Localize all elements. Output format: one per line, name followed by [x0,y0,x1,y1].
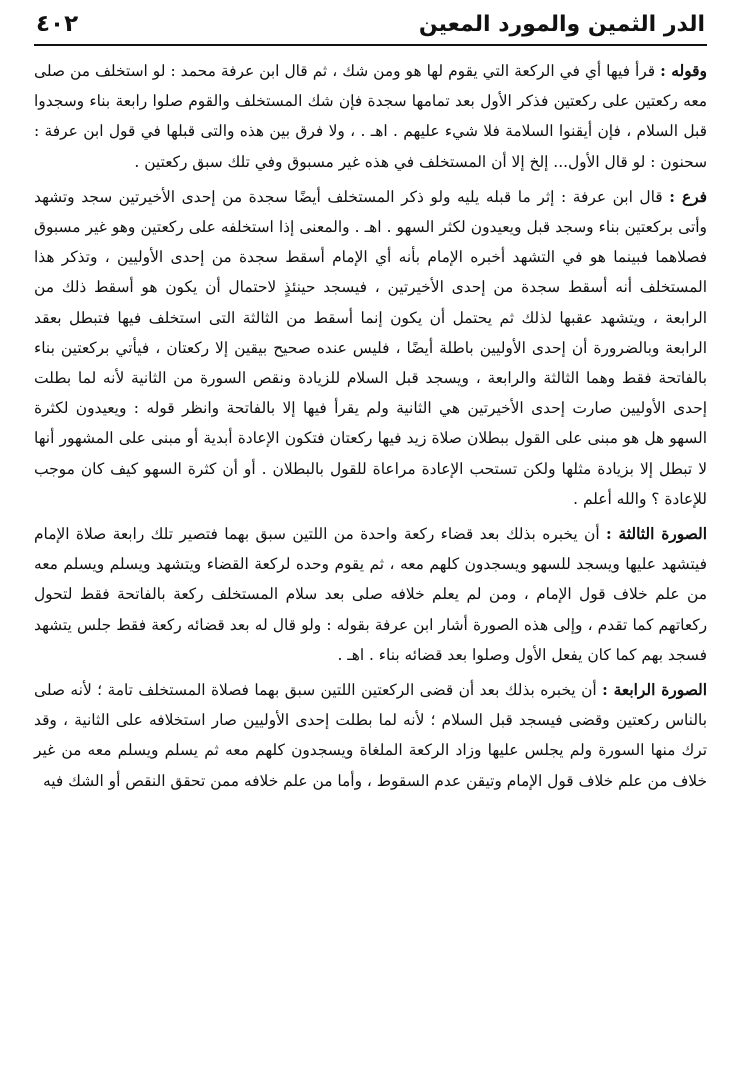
page-body [34,56,707,796]
page-header [36,4,705,44]
paragraph-qawluhu [34,56,707,177]
paragraph-label: الصورة الرابعة : [602,681,708,700]
paragraph-label: وقوله : [660,62,707,80]
paragraph-text: قال ابن عرفة : إثر ما قبله يليه ولو ذكر المستخلف أيضًا سجدة من إحدى الأخيرتين سجد وتشهد وأتى بركعتين بناء وسجد قبل ويعيدون لكثر السهو . اهـ . والمعنى إذا استخلفه على ركعتين وهو غير مسبوق فصلاهما فبينما هو في التشهد أخبره الإمام بأنه أي الإمام أسقط سجدة من إحدى الأوليين ، وتذكر هذا المستخلف أنه أسقط سجدة من إحدى الأخيرتين ، فيسجد حينئذٍ لاحتمال أن يكون هو أسقط ذلك من الرابعة ، ويتشهد عقبها لذلك ثم يحتمل أن يكون إنما أسقط من الثالثة التى استخلف فيها فتبطل بعقد الرابعة وبالضرورة أن إحدى الأوليين باطلة أيضًا ، فليس عنده صحيح بيقين إلا ركعتان ، فيأتي بركعتين بناء بالفاتحة فقط وهما الثالثة والرابعة ، ويسجد قبل السلام للزيادة ونقص السورة من الثانية لأنه لما بطلت إحدى الأوليين صارت إحدى الأخيرتين هي الثانية ولم يقرأ فيها إلا بالفاتحة وانظر قوله : ويعيدون لكثرة السهو هل هو مبنى على القول ببطلان صلاة زيد فيها ركعتان فتكون الإعادة أبدية أو مبنى على المشهور أنها لا تبطل إلا بزيادة مثلها ولكن تستحب الإعادة مراعاة للقول بالبطلان . أو أن كثرة السهو كيف كان موجب للإعادة ؟ والله أعلم . [34,187,707,508]
paragraph-text: أن يخبره بذلك بعد قضاء ركعة واحدة من اللتين سبق بهما فتصير تلك رابعة صلاة الإمام فيتشهد عليها ويسجد للسهو ويسجدون كلهم معه ، ثم يقوم وحده لركعة القضاء ويتشهد ويسلم ويسلم معه من علم خلاف قول الإمام ، ومن لم يعلم خلافه صلى بعد سلام المستخلف ركعة بالفاتحة فقط لتحول ركعاتهم كما تقدم ، وإلى هذه الصورة أشار ابن عرفة بقوله : ولو قال له بعد قضائه ركعة فقط جلس يتشهد فسجد بهم كما كان يفعل الأول وصلوا بعد قضائه بناء . اهـ . [34,525,707,664]
paragraph-third-case [34,519,707,670]
running-title: الدر الثمين والمورد المعين [418,11,705,37]
paragraph-text: قرأ فيها أي في الركعة التي يقوم لها هو ومن شك ، ثم قال ابن عرفة محمد : لو استخلف من صلى معه ركعتين على ركعتين فذكر الأول بعد تمامها سجدة فإن شك المستخلف والقوم صلوا رابعة بناء وسجدوا قبل السلام ، فإن أيقنوا السلامة فلا شيء عليهم . اهـ . ، ولا فرق بين هذه والتى قبلها في قول ابن عرفة : سحنون : لو قال الأول... إلخ إلا أن المستخلف في هذه غير مسبوق وفي تلك سبق ركعتين . [34,62,707,171]
paragraph-far [34,182,707,514]
paragraph-label: الصورة الثالثة : [605,525,707,544]
paragraph-label: فرع : [669,187,707,206]
page-number: ٤٠٢ [36,11,79,37]
paragraph-text: أن يخبره بذلك بعد أن قضى الركعتين اللتين سبق بهما فصلاة المستخلف تامة ؛ لأنه صلى بالناس ركعتين وقضى فيسجد قبل السلام ؛ لأنه لما بطلت إحدى الأوليين صار استخلافه على الثانية ، وقد ترك منها السورة ولم يجلس عليها وزاد الركعة الملغاة ويسجدون كلهم معه ثم يسلم ويسلم معه من غير خلاف من علم خلاف قول الإمام وتيقن عدم السقوط ، وأما من علم خلافه ممن تحقق النقص أو الشك فيه [34,681,707,790]
header-rule [34,44,707,46]
paragraph-fourth-case [34,675,707,796]
